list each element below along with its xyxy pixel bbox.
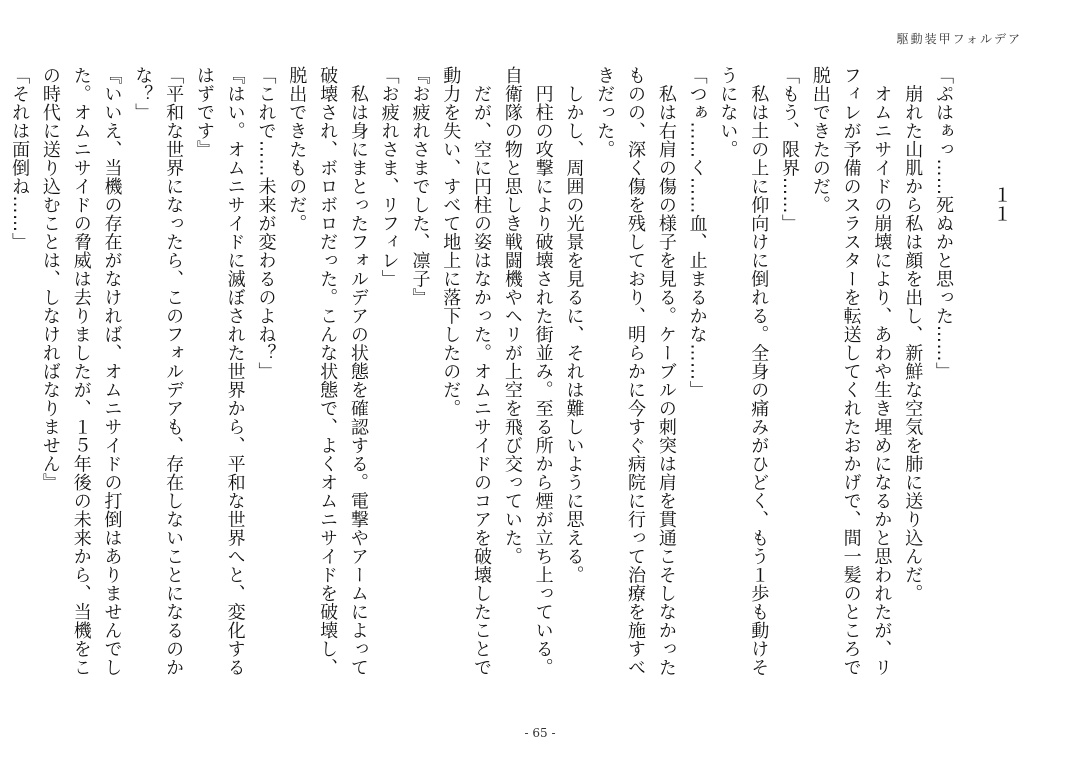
body-text xyxy=(0,66,958,706)
text-line: 『はい。オムニサイドに滅ぼされた世界から、平和な世界へと、変化する xyxy=(224,66,246,677)
text-line: 自衛隊の物と思しき戦闘機やヘリが上空を飛び交っていた。 xyxy=(501,66,523,566)
text-line: うにない。 xyxy=(717,66,739,159)
text-line: 「もう、限界……」 xyxy=(779,66,801,233)
text-line: 『お疲れさまでした、凛子』 xyxy=(409,66,431,307)
text-line: 「ぷはぁっ……死ぬかと思った……」 xyxy=(933,66,954,381)
text-line: 崩れた山肌から私は顔を出し、新鮮な空気を肺に送り込んだ。 xyxy=(902,66,924,603)
text-line: の時代に送り込むことは、しなければなりません』 xyxy=(39,66,61,492)
text-line: 私は土の上に仰向けに倒れる。全身の痛みがひどく、もう１歩も動けそ xyxy=(748,66,770,677)
text-line: 「つぁ……く……血、止まるかな……」 xyxy=(686,66,708,399)
text-line: しかし、周囲の光景を見るに、それは難しいように思える。 xyxy=(563,66,585,584)
text-line: 「平和な世界になったら、このフォルデアも、存在しないことになるのか xyxy=(163,66,185,677)
text-line: 私は身にまとったフォルデアの状態を確認する。電撃やアームによって xyxy=(347,66,369,677)
text-line: 「これで……未来が変わるのよね？」 xyxy=(255,66,277,381)
text-line: フィレが予備のスラスターを転送してくれたおかげで、間一髪のところで xyxy=(840,66,862,677)
text-line: 円柱の攻撃により破壊された街並み。至る所から煙が立ち上っている。 xyxy=(532,66,554,677)
text-line: ものの、深く傷を残しており、明らかに今すぐ病院に行って治療を施すべ xyxy=(625,66,647,677)
text-line: きだった。 xyxy=(594,66,616,159)
text-line: た。オムニサイドの脅威は去りましたが、１５年後の未来から、当機をこ xyxy=(70,66,92,677)
text-line: オムニサイドの崩壊により、あわや生き埋めになるかと思われたが、リ xyxy=(871,66,893,677)
text-line: 『いいえ、当機の存在がなければ、オムニサイドの打倒はありませんでし xyxy=(101,66,123,677)
text-line: な？」 xyxy=(132,66,154,122)
text-line: 「お疲れさま、リフィレ」 xyxy=(378,66,400,288)
text-line: はずです』 xyxy=(193,66,215,159)
text-line: 破壊され、ボロボロだった。こんな状態で、よくオムニサイドを破壊し、 xyxy=(317,66,339,677)
text-line: 「それは面倒ね……」 xyxy=(9,66,31,251)
text-line: 脱出できたのだ。 xyxy=(809,66,831,214)
page-number: - 65 - xyxy=(524,726,556,740)
text-line: だが、空に円柱の姿はなかった。オムニサイドのコアを破壊したことで xyxy=(471,66,493,677)
running-header-title: 駆動装甲フォルデア xyxy=(896,32,1022,46)
chapter-number: １１ xyxy=(990,185,1012,223)
text-line: 私は右肩の傷の様子を見る。ケーブルの刺突は肩を貫通こそしなかった xyxy=(655,66,677,677)
text-line: 動力を失い、すべて地上に落下したのだ。 xyxy=(440,66,462,418)
text-line: 脱出できたものだ。 xyxy=(286,66,308,233)
